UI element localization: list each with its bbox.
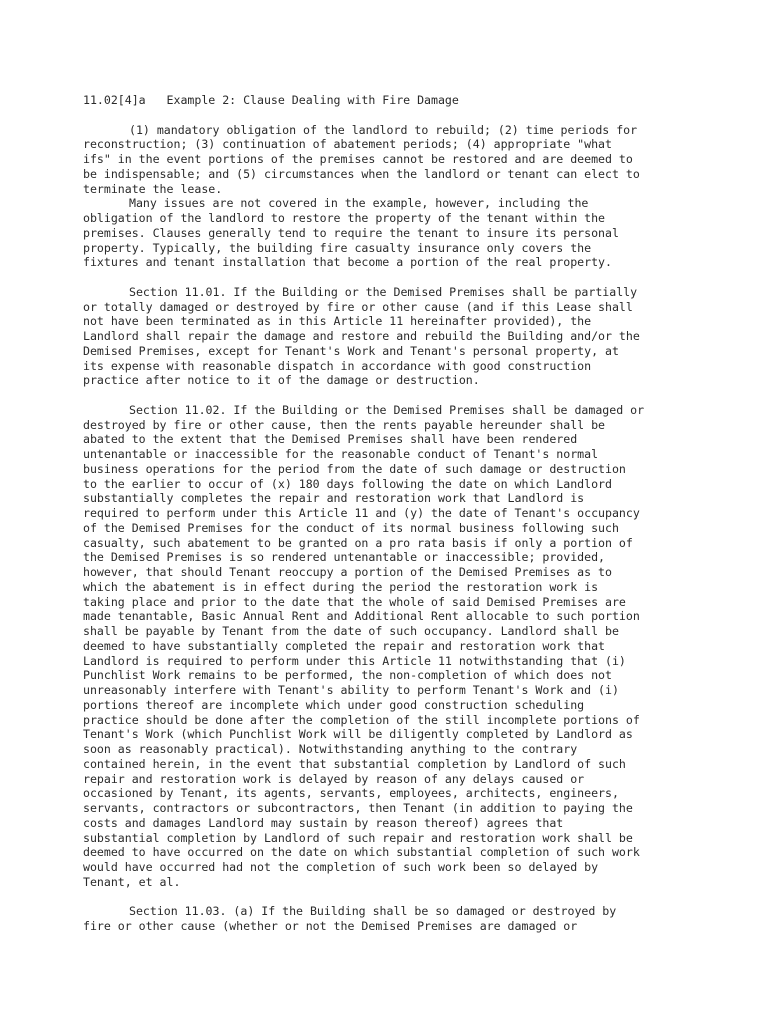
intro-paragraph-1: (1) mandatory obligation of the landlord to rebuild; (2) time periods for reconstruction; (3) continuation of abatement periods; (4) appropriate "what ifs" in the event portions of the premises cannot be restored and are deemed to be indispensable; and (5) circumstances when the landlord or tenant can elect to terminate the lease.	[83, 122, 640, 196]
document-page	[83, 93, 693, 934]
intro-paragraph-2: Many issues are not covered in the example, however, including the obligation of the landlord to restore the property of the tenant within the premises. Clauses generally tend to require the tenant to insure its personal property. Typically, the building fire casualty insurance only covers the fixtures and tenant installation that become a portion of the real property.	[83, 196, 619, 270]
paragraph-gap	[83, 388, 693, 403]
section-heading: 11.02[4]a Example 2: Clause Dealing with Fire Damage	[83, 93, 459, 107]
section-11-01: Section 11.01. If the Building or the Demised Premises shall be partially or totally damaged or destroyed by fire or other cause (and if this Lease shall not have been terminated as in this Article 11 hereinafter provided), the Landlord shall repair the damage and restore and rebuild the Building and/or the Demised Premises, except for Tenant's Work and Tenant's personal property, at its expense with reasonable dispatch in accordance with good construction practice after notice to it of the damage or destruction.	[83, 284, 640, 388]
paragraph-gap	[83, 890, 693, 905]
paragraph-gap	[83, 270, 693, 285]
section-11-03: Section 11.03. (a) If the Building shall be so damaged or destroyed by fire or other cause (whether or not the Demised Premises are damaged or	[83, 904, 617, 933]
section-11-02: Section 11.02. If the Building or the Demised Premises shall be damaged or destroyed by fire or other cause, then the rents payable hereunder shall be abated to the extent that the Demised Premises shall have been rendered untenantable or inaccessible for the reasonable conduct of Tenant's normal business operations for the period from the date of such damage or destruction to the earlier to occur of (x) 180 days following the date on which Landlord substantially completes the repair and restoration work that Landlord is required to perform under this Article 11 and (y) the date of Tenant's occupancy of the Demised Premises for the conduct of its normal business following such casualty, such abatement to be granted on a pro rata basis if only a portion of the Demised Premises is so rendered untenantable or inaccessible; provided, however, that should Tenant reoccupy a portion of the Demised Premises as to which the abatement is in effect during the period the restoration work is taking place and prior to the date that the whole of said Demised Premises are made tenantable, Basic Annual Rent and Additional Rent allocable to such portion shall be payable by Tenant from the date of such occupancy. Landlord shall be deemed to have substantially completed the repair and restoration work that Landlord is required to perform under this Article 11 notwithstanding that (i) Punchlist Work remains to be performed, the non-completion of which does not unreasonably interfere with Tenant's ability to perform Tenant's Work and (i) portions thereof are incomplete which under good construction scheduling practice should be done after the completion of the still incomplete portions of Tenant's Work (which Punchlist Work will be diligently completed by Landlord as soon as reasonably practical). Notwithstanding anything to the contrary contained herein, in the event that substantial completion by Landlord of such repair and restoration work is delayed by reason of any delays caused or occasioned by Tenant, its agents, servants, employees, architects, engineers, servants, contractors or subcontractors, then Tenant (in addition to paying the costs and damages Landlord may sustain by reason thereof) agrees that substantial completion by Landlord of such repair and restoration work shall be deemed to have occurred on the date on which substantial completion of such work would have occurred had not the completion of such work been so delayed by Tenant, et al.	[83, 402, 645, 889]
